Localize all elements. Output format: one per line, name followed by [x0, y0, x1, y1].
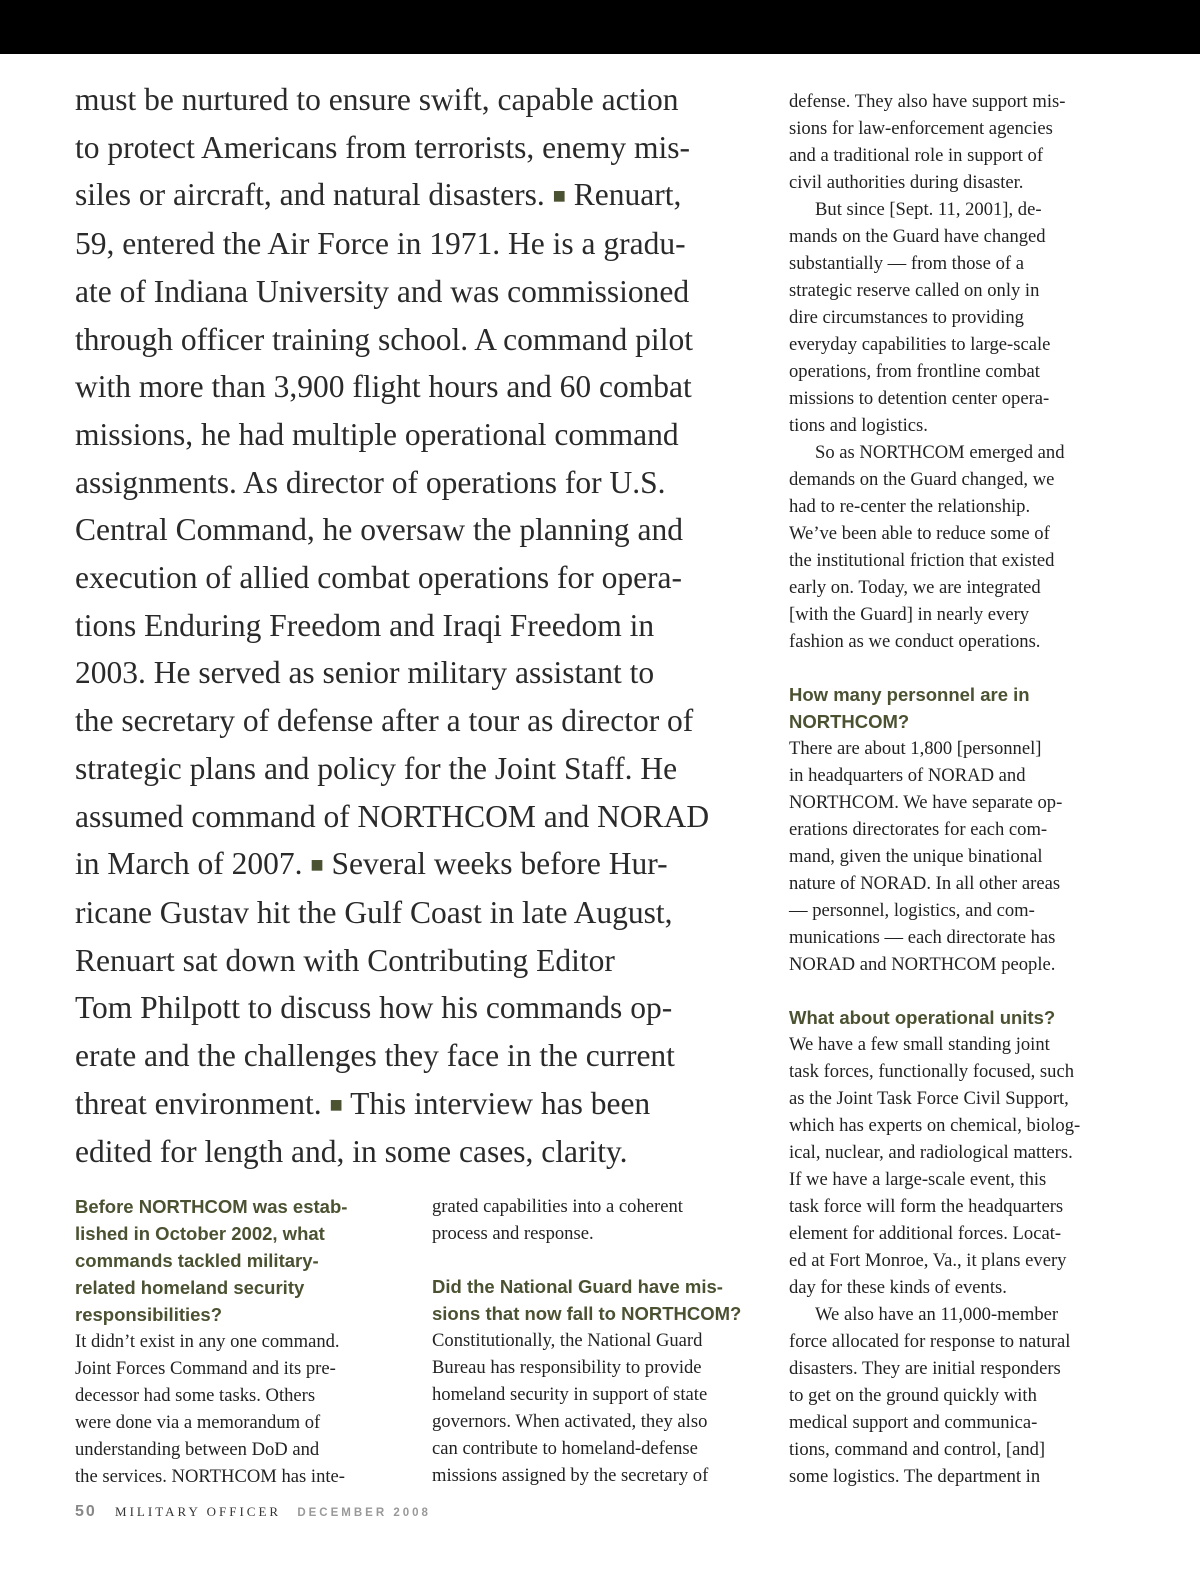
text-line: So as NORTHCOM emerged and — [815, 442, 1065, 463]
text-line: demands on the Guard changed, we — [789, 469, 1055, 490]
text-line: erate and the challenges they face in the current — [75, 1038, 675, 1074]
square-bullet-icon: ■ — [329, 1091, 343, 1117]
text-line: tions Enduring Freedom and Iraqi Freedom in — [75, 607, 655, 643]
text-line: erations directorates for each com- — [789, 819, 1048, 840]
text-line: some logistics. The department in — [789, 1466, 1041, 1487]
issue-date: DECEMBER 2008 — [297, 1507, 431, 1519]
text-line: If we have a large-scale event, this — [789, 1169, 1047, 1190]
text-line: which has experts on chemical, biolog- — [789, 1115, 1081, 1136]
text-line: had to re-center the relationship. — [789, 496, 1031, 517]
answer-paragraph — [789, 1031, 1129, 1301]
text-line: 2003. He served as senior military assistant to — [75, 655, 655, 691]
text-line: assumed command of NORTHCOM and NORAD — [75, 798, 710, 834]
question-heading — [432, 1273, 772, 1327]
page-number: 50 — [75, 1503, 97, 1520]
text-line: siles or aircraft, and natural disasters. ■ Renuart, — [75, 177, 682, 213]
text-line: to get on the ground quickly with — [789, 1385, 1037, 1406]
text-line: Constitutionally, the National Guard — [432, 1330, 703, 1351]
text-line: threat environment. ■ This interview has been — [75, 1085, 651, 1121]
answer-paragraph — [789, 196, 1129, 439]
text-line: the services. NORTHCOM has inte- — [75, 1466, 345, 1487]
column-right — [789, 88, 1129, 1490]
text-line: assignments. As director of operations for U.S. — [75, 464, 666, 500]
intro-paragraph — [75, 76, 775, 1176]
text-line: responsibilities? — [75, 1304, 223, 1325]
text-line: understanding between DoD and — [75, 1439, 320, 1460]
text-line: Bureau has responsibility to provide — [432, 1357, 702, 1378]
text-line: tions, command and control, [and] — [789, 1439, 1046, 1460]
text-line: as the Joint Task Force Civil Support, — [789, 1088, 1069, 1109]
text-line: tions and logistics. — [789, 415, 928, 436]
text-line: execution of allied combat operations for opera- — [75, 560, 683, 596]
text-line: We have a few small standing joint — [789, 1034, 1050, 1055]
text-line: We’ve been able to reduce some of — [789, 523, 1050, 544]
text-line: strategic reserve called on only in — [789, 280, 1040, 301]
text-line: [with the Guard] in nearly every — [789, 604, 1030, 625]
text-line: NORAD and NORTHCOM people. — [789, 954, 1056, 975]
text-line: sions that now fall to NORTHCOM? — [432, 1303, 742, 1324]
answer-paragraph — [432, 1327, 772, 1489]
text-line: NORTHCOM. We have separate op- — [789, 792, 1063, 813]
text-line: Central Command, he oversaw the planning and — [75, 512, 683, 548]
text-line: the institutional friction that existed — [789, 550, 1055, 571]
text-line: edited for length and, in some cases, clarity. — [75, 1134, 628, 1170]
column-bottom-left — [75, 1193, 415, 1490]
text-line: lished in October 2002, what — [75, 1223, 325, 1244]
text-line: defense. They also have support mis- — [789, 91, 1066, 112]
text-line: Joint Forces Command and its pre- — [75, 1358, 336, 1379]
text-line: dire circumstances to providing — [789, 307, 1024, 328]
text-line: nature of NORAD. In all other areas — [789, 873, 1061, 894]
answer-paragraph — [432, 1193, 772, 1247]
text-line: disasters. They are initial responders — [789, 1358, 1061, 1379]
text-line: — personnel, logistics, and com- — [789, 900, 1035, 921]
text-line: process and response. — [432, 1223, 594, 1244]
square-bullet-icon: ■ — [310, 852, 324, 878]
answer-paragraph — [789, 1301, 1129, 1490]
answer-paragraph — [75, 1328, 415, 1490]
text-line: related homeland security — [75, 1277, 305, 1298]
text-line: in headquarters of NORAD and — [789, 765, 1026, 786]
text-line: missions assigned by the secretary of — [432, 1465, 709, 1486]
text-line: must be nurtured to ensure swift, capable action — [75, 82, 679, 117]
page-footer — [75, 1503, 431, 1521]
text-line: Did the National Guard have mis- — [432, 1276, 723, 1297]
text-line: There are about 1,800 [personnel] — [789, 738, 1042, 759]
answer-paragraph — [789, 88, 1129, 196]
text-line: fashion as we conduct operations. — [789, 631, 1041, 652]
text-line: in March of 2007. ■ Several weeks before Hur- — [75, 846, 668, 882]
text-line: NORTHCOM? — [789, 711, 910, 732]
text-line: missions, he had multiple operational command — [75, 416, 679, 452]
text-line: homeland security in support of state — [432, 1384, 708, 1405]
answer-paragraph — [789, 439, 1129, 655]
text-line: and a traditional role in support of — [789, 145, 1044, 166]
text-line: everyday capabilities to large-scale — [789, 334, 1051, 355]
column-bottom-middle — [432, 1193, 772, 1489]
text-line: medical support and communica- — [789, 1412, 1038, 1433]
text-line: strategic plans and policy for the Joint Staff. He — [75, 750, 678, 786]
text-line: mands on the Guard have changed — [789, 226, 1046, 247]
text-line: It didn’t exist in any one command. — [75, 1331, 340, 1352]
text-line: sions for law-enforcement agencies — [789, 118, 1053, 139]
text-line: But since [Sept. 11, 2001], de- — [815, 199, 1042, 220]
text-line: Tom Philpott to discuss how his commands op- — [75, 990, 673, 1026]
text-line: the secretary of defense after a tour as director of — [75, 703, 694, 739]
text-line: operations, from frontline combat — [789, 361, 1040, 382]
question-heading — [75, 1193, 415, 1328]
text-line: ricane Gustav hit the Gulf Coast in late August, — [75, 894, 673, 930]
text-line: decessor had some tasks. Others — [75, 1385, 316, 1406]
text-line: How many personnel are in — [789, 684, 1030, 705]
text-line: Renuart sat down with Contributing Editor — [75, 942, 615, 978]
top-black-bar — [0, 0, 1200, 54]
text-line: mand, given the unique binational — [789, 846, 1043, 867]
magazine-name: MILITARY OFFICER — [115, 1504, 282, 1519]
text-line: missions to detention center opera- — [789, 388, 1050, 409]
text-line: with more than 3,900 flight hours and 60 combat — [75, 369, 692, 405]
text-line: munications — each directorate has — [789, 927, 1056, 948]
text-line: ed at Fort Monroe, Va., it plans every — [789, 1250, 1067, 1271]
text-line: to protect Americans from terrorists, enemy mis- — [75, 129, 690, 165]
question-heading — [789, 1004, 1129, 1031]
text-line: day for these kinds of events. — [789, 1277, 1007, 1298]
text-line: civil authorities during disaster. — [789, 172, 1024, 193]
text-line: element for additional forces. Locat- — [789, 1223, 1062, 1244]
text-line: grated capabilities into a coherent — [432, 1196, 683, 1217]
text-line: ate of Indiana University and was commissioned — [75, 273, 690, 309]
text-line: Before NORTHCOM was estab- — [75, 1196, 348, 1217]
text-line: task force will form the headquarters — [789, 1196, 1064, 1217]
square-bullet-icon: ■ — [552, 183, 566, 209]
text-line: ical, nuclear, and radiological matters. — [789, 1142, 1073, 1163]
text-line: task forces, functionally focused, such — [789, 1061, 1075, 1082]
text-line: We also have an 11,000-member — [815, 1304, 1059, 1325]
text-line: can contribute to homeland-defense — [432, 1438, 698, 1459]
text-line: early on. Today, we are integrated — [789, 577, 1041, 598]
answer-paragraph — [789, 735, 1129, 978]
text-line: commands tackled military- — [75, 1250, 319, 1271]
question-heading — [789, 681, 1129, 735]
text-line: What about operational units? — [789, 1007, 1056, 1028]
text-line: governors. When activated, they also — [432, 1411, 708, 1432]
text-line: force allocated for response to natural — [789, 1331, 1071, 1352]
text-line: were done via a memorandum of — [75, 1412, 321, 1433]
text-line: 59, entered the Air Force in 1971. He is a gradu- — [75, 226, 686, 262]
text-line: substantially — from those of a — [789, 253, 1024, 274]
text-line: through officer training school. A command pilot — [75, 321, 693, 357]
